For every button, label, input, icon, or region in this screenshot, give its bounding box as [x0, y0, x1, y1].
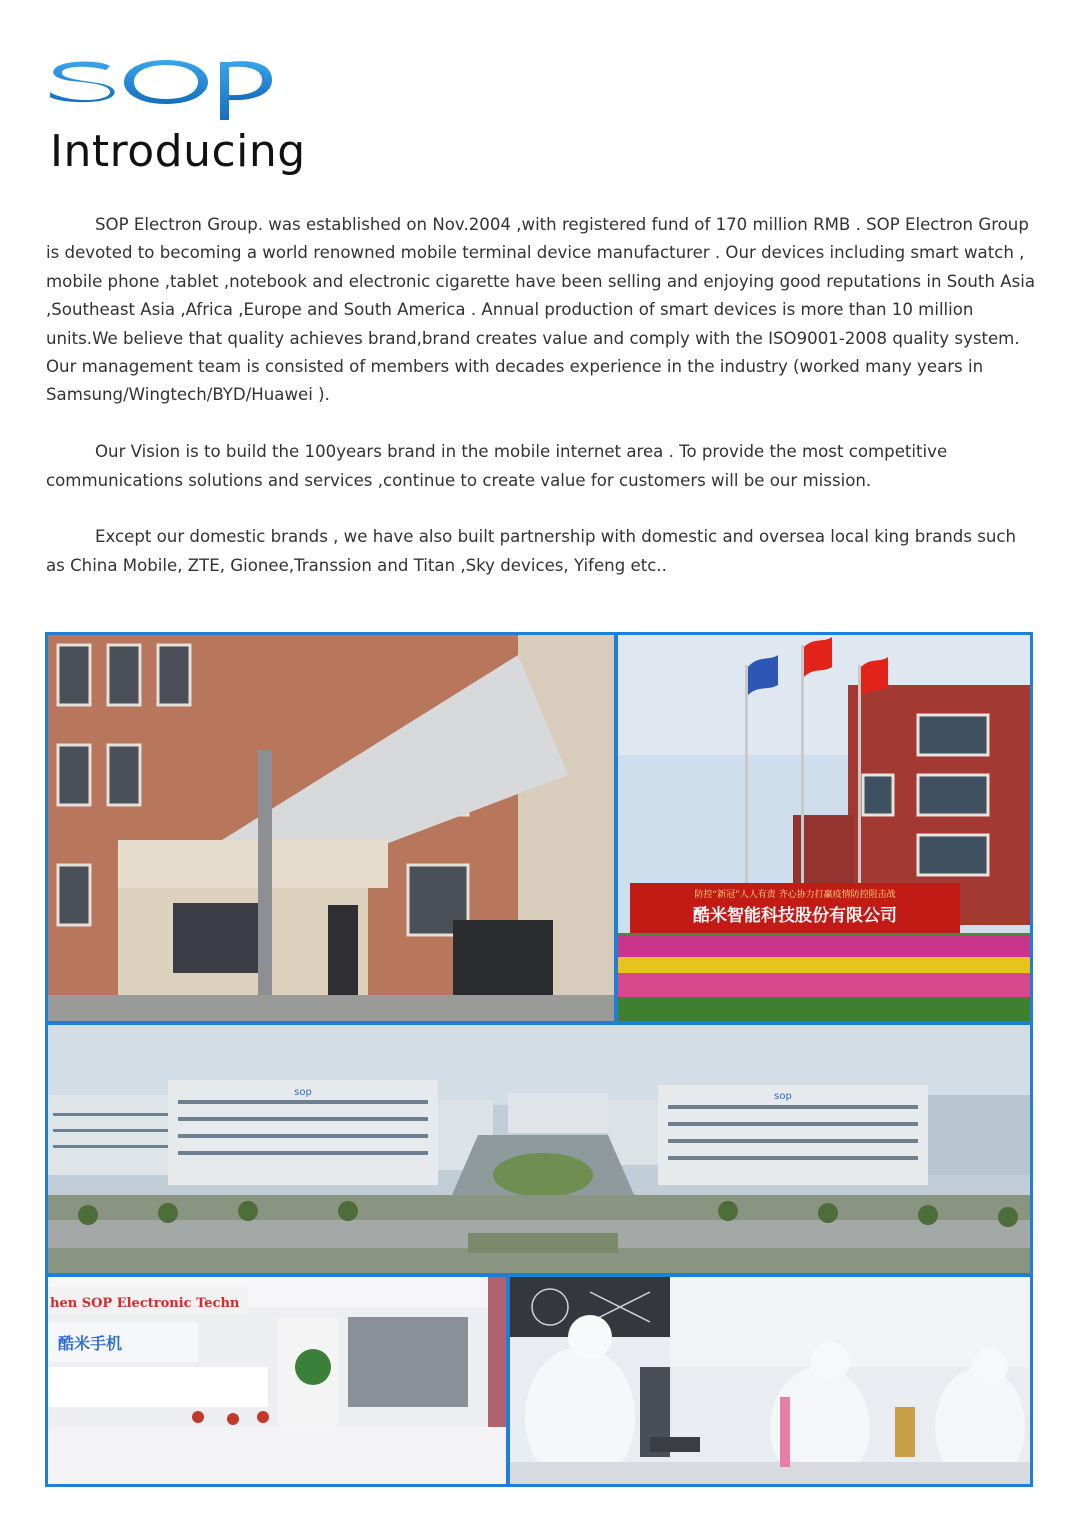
photo-building-entrance [48, 635, 614, 1021]
paragraph-history: SOP Electron Group. was established on Nov.2004 ,with registered fund of 170 million RMB . SOP Electron Group is devoted to becoming a world renowned mobile terminal device manufacturer . Our devices including smart watch , mobile phone ,tablet ,notebook and electronic cigarette have been selling and enjoying good reputations in South Asia ,Southeast Asia ,Africa ,Europe and South America . Annual production of smart devices is more than 10 million units.We believe that quality achieves brand,brand creates value and comply with the ISO9001-2008 quality system. Our management team is consisted of members with decades experience in the industry (worked many years in Samsung/Wingtech/BYD/Huawei ). [46, 215, 1036, 405]
intro-text [46, 211, 1036, 609]
photo-collage [45, 632, 1033, 1487]
paragraph-partnership: Except our domestic brands , we have also built partnership with domestic and oversea local king brands such as China Mobile, ZTE, Gionee,Transsion and Titan ,Sky devices, Yifeng etc.. [46, 527, 1017, 575]
photo-lab-workers [510, 1277, 1030, 1484]
lobby-sub-text: 酷米手机 [58, 1334, 123, 1353]
campus-sign-left: sop [294, 1087, 312, 1098]
sop-logo-mark [48, 46, 274, 120]
photo-flags-banner [618, 635, 1030, 1021]
campus-sign-right: sop [774, 1091, 792, 1102]
lobby-sign-text: hen SOP Electronic Techn [50, 1296, 240, 1311]
photo-lobby-reception [48, 1277, 506, 1484]
photo-campus-aerial [48, 1025, 1030, 1273]
sop-logo [48, 46, 274, 120]
banner-line2: 酷米智能科技股份有限公司 [693, 906, 897, 926]
paragraph-vision: Our Vision is to build the 100years brand in the mobile internet area . To provide the most competitive communications solutions and services ,continue to create value for customers will be our mission. [46, 442, 948, 490]
page-title: Introducing [50, 126, 306, 177]
banner-line1: 防控“新冠”人人有责 齐心协力打赢疫情防控阻击战 [694, 890, 896, 900]
